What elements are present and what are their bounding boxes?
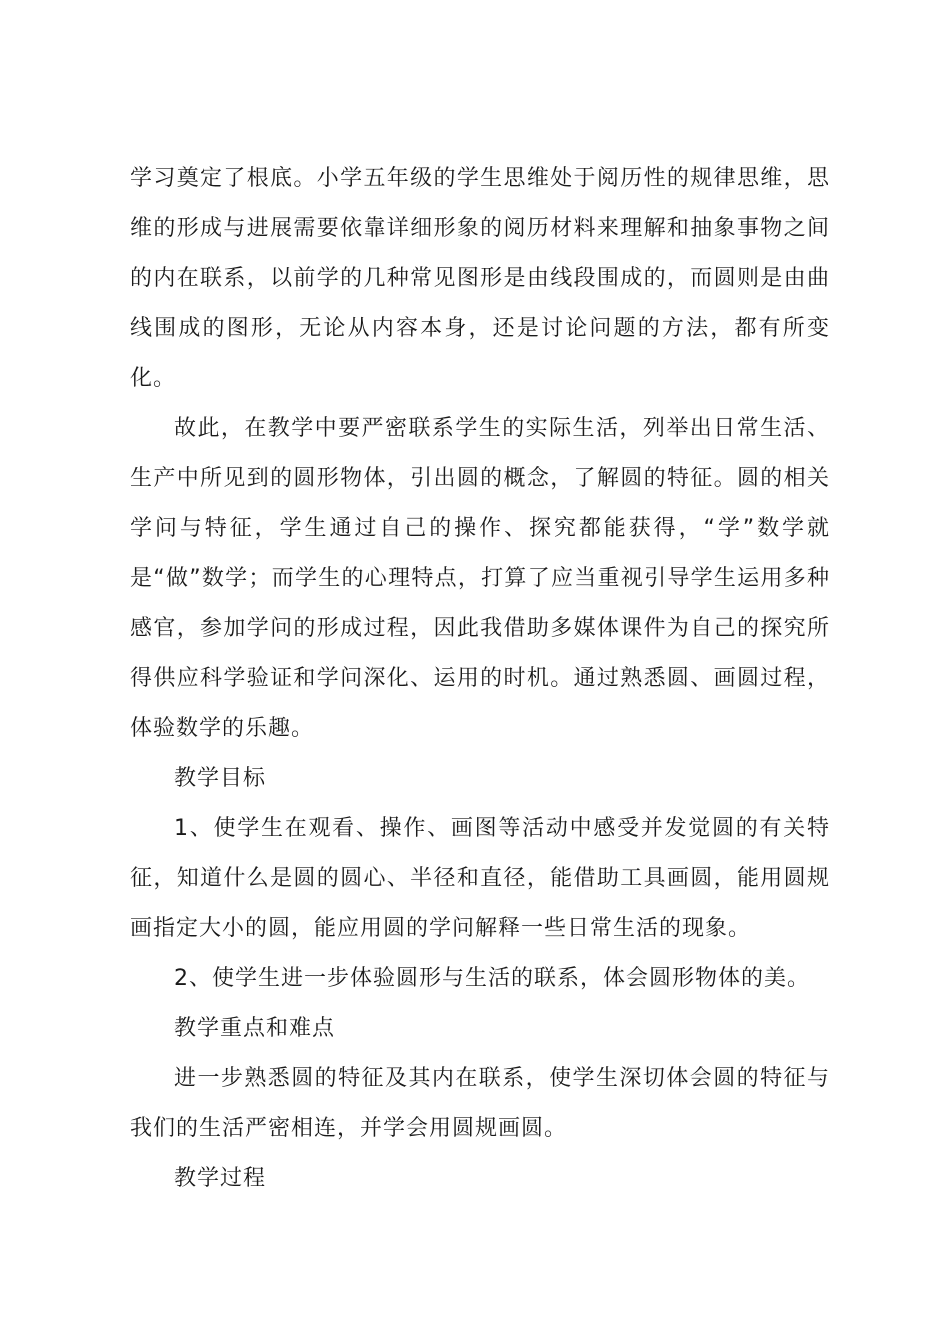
paragraph-key-points: 进一步熟悉圆的特征及其内在联系，使学生深切体会圆的特征与我们的生活严密相连，并学会用圆规画圆。 <box>130 1066 830 1141</box>
paragraph-cognitive-development: 学习奠定了根底。小学五年级的学生思维处于阅历性的规律思维，思维的形成与进展需要依靠详细形象的阅历材料来理解和抽象事物之间的内在联系，以前学的几种常见图形是由线段围成的，而圆则是由曲线围成的图形，无论从内容本身，还是讨论问题的方法，都有所变化。 <box>130 166 830 391</box>
paragraph-teaching-approach: 故此，在教学中要严密联系学生的实际生活，列举出日常生活、生产中所见到的圆形物体，引出圆的概念，了解圆的特征。圆的相关学问与特征，学生通过自己的操作、探究都能获得，“学”数学就是“做”数学；而学生的心理特点，打算了应当重视引导学生运用多种感官，参加学问的形成过程，因此我借助多媒体课件为自己的探究所得供应科学验证和学问深化、运用的时机。通过熟悉圆、画圆过程，体验数学的乐趣。 <box>130 416 830 741</box>
heading-teaching-process: 教学过程 <box>174 1166 267 1191</box>
paragraph-goal-2: 2、使学生进一步体验圆形与生活的联系，体会圆形物体的美。 <box>174 966 810 991</box>
heading-teaching-goals: 教学目标 <box>174 766 267 791</box>
paragraph-goal-1: 1、使学生在观看、操作、画图等活动中感受并发觉圆的有关特征，知道什么是圆的圆心、半径和直径，能借助工具画圆，能用圆规画指定大小的圆，能应用圆的学问解释一些日常生活的现象。 <box>130 816 830 941</box>
document-body <box>130 154 830 1204</box>
heading-key-points: 教学重点和难点 <box>174 1016 336 1041</box>
